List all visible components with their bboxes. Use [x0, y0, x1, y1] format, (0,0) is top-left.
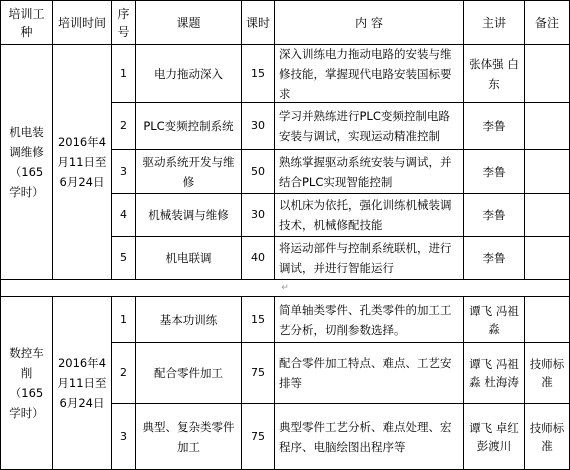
serial-number [112, 150, 135, 193]
note-cell [525, 343, 569, 403]
serial-number-text: 2 [120, 366, 127, 379]
note-cell [525, 237, 569, 279]
topic-cell [136, 150, 241, 193]
content-cell [275, 150, 463, 193]
content-cell [275, 194, 463, 236]
lecturer-cell [464, 297, 524, 342]
hours-text: 75 [251, 429, 265, 443]
content-text: 熟练掌握驱动系统安装与调试，并结合PLC实现智能控制 [279, 154, 452, 189]
lecturer-cell [464, 343, 524, 403]
content-cell [275, 45, 463, 102]
hours-text: 15 [251, 312, 265, 326]
content-text: 深入训练电力拖动电路的安装与维修技能，掌握现代电路安装国标要求 [279, 46, 452, 101]
lecturer-text: 谭飞 冯祖淼 杜海涛 [469, 357, 519, 389]
topic-text: 电力拖动深入 [154, 66, 223, 81]
content-cell [275, 343, 463, 403]
topic-cell [136, 194, 241, 236]
header-topic [136, 1, 241, 44]
hours-cell [242, 194, 274, 236]
topic-cell [136, 237, 241, 279]
note-cell [525, 194, 569, 236]
lecturer-cell [464, 45, 524, 102]
serial-number [112, 103, 135, 149]
serial-number-text: 3 [120, 429, 127, 443]
header-content-text: 内 容 [355, 15, 383, 30]
hours-cell [242, 103, 274, 149]
header-training-type-text: 培训工种 [8, 6, 45, 39]
content-text: 典型零件工艺分析、难点处理、宏程序、电脑绘图出程序等 [279, 419, 452, 454]
spacer-row [1, 280, 569, 296]
note-cell [525, 297, 569, 342]
topic-cell [136, 343, 241, 403]
topic-text: 基本功训练 [159, 312, 218, 327]
content-text: 配合零件加工特点、难点、工艺安排等 [279, 356, 452, 390]
hours-text: 50 [251, 164, 265, 178]
hours-text: 40 [251, 251, 265, 264]
header-note [525, 1, 569, 44]
content-cell [275, 297, 463, 342]
hours-text: 15 [251, 66, 265, 80]
header-hours [242, 1, 274, 44]
lecturer-cell [464, 237, 524, 279]
topic-text: 驱动系统开发与维修 [142, 154, 235, 189]
group1-training-time-text: 2016年4月11日至6月24日 [57, 135, 107, 189]
header-training-time-text: 培训时间 [57, 15, 106, 30]
group2-training-type [1, 297, 52, 469]
serial-number-text: 5 [120, 251, 127, 264]
header-serial-number [112, 1, 135, 44]
note-cell [525, 45, 569, 102]
content-cell [275, 103, 463, 149]
topic-cell [136, 103, 241, 149]
hours-cell [242, 150, 274, 193]
group1-training-time [53, 45, 111, 279]
lecturer-text: 李鲁 [482, 164, 506, 179]
topic-cell [136, 404, 241, 469]
hours-cell [242, 404, 274, 469]
header-note-text: 备注 [534, 15, 559, 30]
lecturer-cell [464, 103, 524, 149]
content-text: 将运动部件与控制系统联机，进行调试，并进行智能运行 [279, 241, 452, 275]
note-cell [525, 150, 569, 193]
serial-number-text: 1 [120, 66, 127, 80]
hours-cell [242, 343, 274, 403]
header-training-time [53, 1, 111, 44]
serial-number-text: 4 [120, 208, 127, 221]
topic-text: PLC变频控制系统 [143, 119, 234, 133]
note-cell [525, 404, 569, 469]
header-hours-text: 课时 [245, 15, 270, 30]
topic-text: 典型、复杂类零件加工 [142, 419, 235, 454]
hours-text: 30 [251, 119, 265, 132]
serial-number-text: 1 [120, 312, 127, 326]
group2-training-time-text: 2016年4月11日至6月24日 [57, 356, 107, 410]
lecturer-cell [464, 404, 524, 469]
header-training-type [1, 1, 52, 44]
header-content [275, 1, 463, 44]
content-text: 简单轴类零件、孔类零件的加工工艺分析，切削参数选择。 [279, 302, 452, 337]
lecturer-text: 李鲁 [482, 251, 506, 265]
paragraph-mark: ↵ [281, 283, 289, 293]
content-cell [275, 404, 463, 469]
lecturer-cell [464, 150, 524, 193]
note-text: 技师标准 [529, 357, 565, 389]
serial-number [112, 297, 135, 342]
note-cell [525, 103, 569, 149]
content-cell [275, 237, 463, 279]
group2-training-time [53, 297, 111, 469]
content-text: 学习并熟练进行PLC变频控制电路安装与调试，实现运动精准控制 [279, 109, 450, 143]
topic-text: 机械装调与维修 [148, 208, 229, 222]
topic-cell [136, 45, 241, 102]
group1-training-type [1, 45, 52, 279]
serial-number [112, 343, 135, 403]
serial-number [112, 194, 135, 236]
topic-text: 配合零件加工 [154, 366, 223, 380]
serial-number-text: 2 [120, 119, 127, 132]
serial-number [112, 237, 135, 279]
hours-cell [242, 45, 274, 102]
hours-text: 75 [251, 366, 265, 379]
note-text: 技师标准 [529, 420, 565, 453]
hours-cell [242, 297, 274, 342]
serial-number-text: 3 [120, 164, 127, 178]
header-lecturer [464, 1, 524, 44]
header-lecturer-text: 主讲 [481, 15, 506, 30]
group1-training-type-text: 机电装调维修（165学时） [9, 125, 44, 199]
group2-training-type-text: 数控车削（165学时） [9, 346, 44, 420]
lecturer-text: 李鲁 [482, 208, 506, 222]
lecturer-text: 谭飞 冯祖淼 [469, 303, 519, 336]
lecturer-cell [464, 194, 524, 236]
serial-number [112, 404, 135, 469]
lecturer-text: 谭飞 卓红 彭渡川 [469, 420, 519, 453]
lecturer-text: 李鲁 [482, 119, 506, 133]
topic-cell [136, 297, 241, 342]
hours-text: 30 [251, 208, 265, 221]
header-topic-text: 课题 [176, 15, 201, 30]
content-text: 以机床为依托，强化训练机械装调技术，机械修配技能 [279, 198, 452, 232]
hours-cell [242, 237, 274, 279]
header-serial-number-text: 序号 [117, 6, 130, 39]
topic-text: 机电联调 [165, 251, 212, 265]
lecturer-text: 张体强 白东 [469, 56, 519, 91]
serial-number [112, 45, 135, 102]
